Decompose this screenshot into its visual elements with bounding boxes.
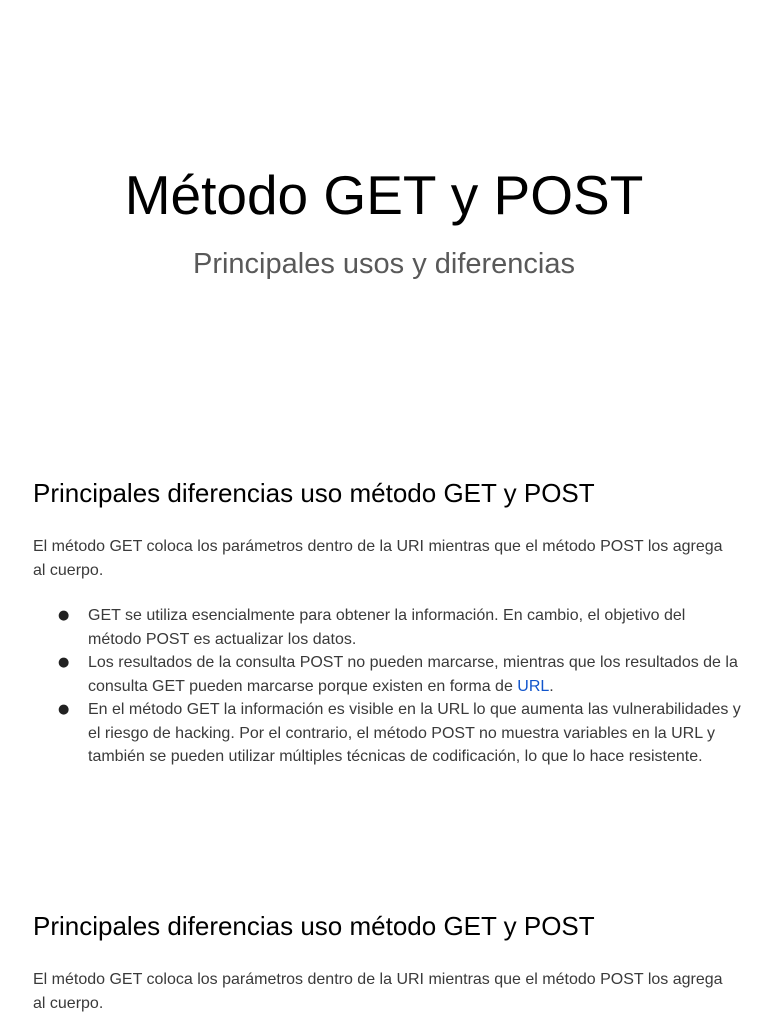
url-link[interactable]: URL xyxy=(517,677,550,695)
list-item xyxy=(33,651,743,698)
differences-list xyxy=(33,604,743,769)
section-heading: Principales diferencias uso método GET y POST xyxy=(33,478,595,508)
differences-section xyxy=(33,476,743,769)
page-subtitle: Principales usos y diferencias xyxy=(192,248,575,280)
bullet-icon: ● xyxy=(58,702,70,717)
section-heading: Principales diferencias uso método GET y POST xyxy=(33,911,595,941)
section-intro: El método GET coloca los parámetros dentro de la URI mientras que el método POST los agrega al cuerpo. xyxy=(33,971,723,1012)
bullet-icon: ● xyxy=(58,655,70,670)
page-title: Método GET y POST xyxy=(124,164,644,226)
list-item xyxy=(33,604,743,651)
section-intro: El método GET coloca los parámetros dentro de la URI mientras que el método POST los agrega al cuerpo. xyxy=(33,538,723,579)
differences-section-repeat xyxy=(33,909,743,1016)
list-item xyxy=(33,698,743,769)
list-item-text: En el método GET la información es visible en la URL lo que aumenta las vulnerabilidades y el riesgo de hacking. Por el contrario, el método POST no muestra variables en la URL y también se pueden utilizar múltiples técnicas de codificación, lo que lo hace resistente. xyxy=(88,701,741,765)
list-item-text-end: . xyxy=(549,677,554,695)
title-slide xyxy=(0,0,768,430)
list-item-text: GET se utiliza esencialmente para obtener la información. En cambio, el objetivo del método POST es actualizar los datos. xyxy=(88,607,686,648)
list-item-text: Los resultados de la consulta POST no pueden marcarse, mientras que los resultados de la consulta GET pueden marcarse porque existen en forma de xyxy=(88,654,738,695)
bullet-icon: ● xyxy=(58,608,70,623)
